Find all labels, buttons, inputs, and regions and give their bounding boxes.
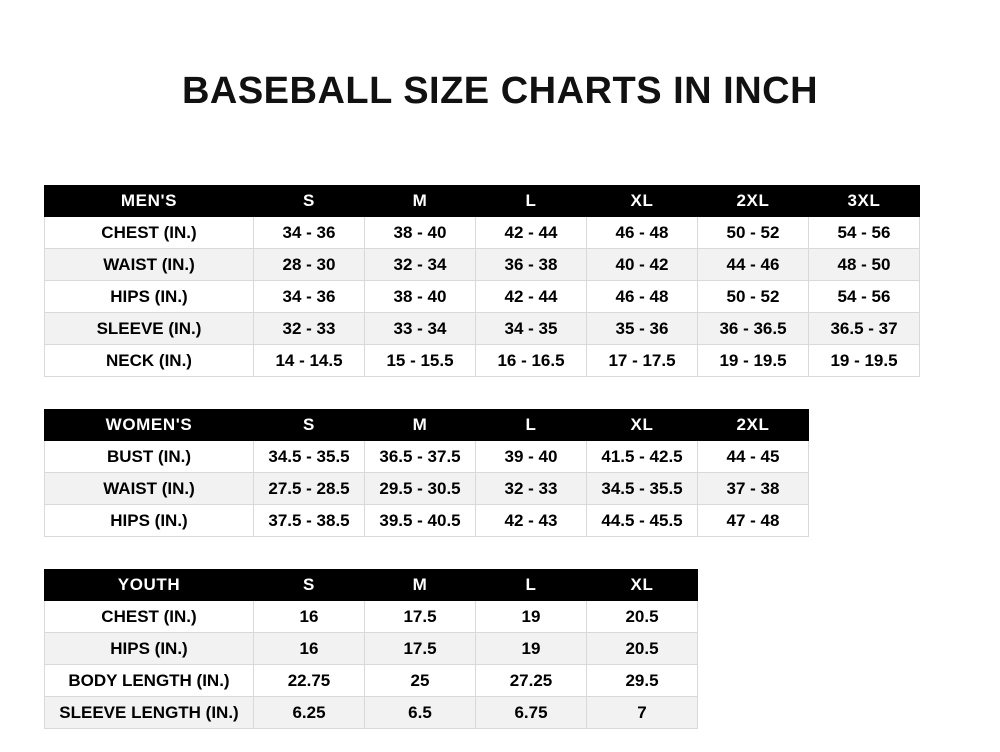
cell: 50 - 52	[698, 281, 809, 313]
table-row	[45, 665, 698, 697]
cell: 46 - 48	[587, 281, 698, 313]
cell: 50 - 52	[698, 217, 809, 249]
cell: 28 - 30	[254, 249, 365, 281]
row-label: BUST (IN.)	[45, 441, 254, 473]
cell: 38 - 40	[365, 217, 476, 249]
table-row	[45, 345, 920, 377]
cell: 34.5 - 35.5	[254, 441, 365, 473]
cell: 48 - 50	[809, 249, 920, 281]
row-label: CHEST (IN.)	[45, 217, 254, 249]
row-label: SLEEVE (IN.)	[45, 313, 254, 345]
page-title: BASEBALL SIZE CHARTS IN INCH	[181, 70, 819, 112]
table-header-row	[45, 410, 809, 441]
cell: 22.75	[254, 665, 365, 697]
table-row	[45, 633, 698, 665]
header-cell: S	[254, 186, 365, 217]
header-cell: M	[365, 570, 476, 601]
cell: 42 - 44	[476, 217, 587, 249]
cell: 34 - 36	[254, 281, 365, 313]
cell: 39.5 - 40.5	[365, 505, 476, 537]
table-row	[45, 601, 698, 633]
table-row	[45, 313, 920, 345]
cell: 25	[365, 665, 476, 697]
cell: 54 - 56	[809, 217, 920, 249]
cell: 36.5 - 37.5	[365, 441, 476, 473]
cell: 6.75	[476, 697, 587, 729]
cell: 47 - 48	[698, 505, 809, 537]
cell: 40 - 42	[587, 249, 698, 281]
cell: 14 - 14.5	[254, 345, 365, 377]
header-cell: 2XL	[698, 186, 809, 217]
row-label: BODY LENGTH (IN.)	[45, 665, 254, 697]
cell: 39 - 40	[476, 441, 587, 473]
cell: 37.5 - 38.5	[254, 505, 365, 537]
header-cell: XL	[587, 186, 698, 217]
cell: 41.5 - 42.5	[587, 441, 698, 473]
table-row	[45, 217, 920, 249]
cell: 32 - 33	[476, 473, 587, 505]
cell: 44 - 46	[698, 249, 809, 281]
cell: 38 - 40	[365, 281, 476, 313]
cell: 19 - 19.5	[809, 345, 920, 377]
table-row	[45, 697, 698, 729]
table-row	[45, 473, 809, 505]
cell: 42 - 44	[476, 281, 587, 313]
cell: 32 - 33	[254, 313, 365, 345]
row-label: SLEEVE LENGTH (IN.)	[45, 697, 254, 729]
cell: 16	[254, 601, 365, 633]
cell: 6.5	[365, 697, 476, 729]
cell: 27.5 - 28.5	[254, 473, 365, 505]
youth-size-table	[44, 569, 698, 729]
table-header-row	[45, 570, 698, 601]
size-tables-container	[44, 185, 920, 729]
header-cell: MEN'S	[45, 186, 254, 217]
header-cell: M	[365, 410, 476, 441]
cell: 36 - 38	[476, 249, 587, 281]
cell: 44 - 45	[698, 441, 809, 473]
cell: 42 - 43	[476, 505, 587, 537]
header-cell: L	[476, 410, 587, 441]
header-cell: M	[365, 186, 476, 217]
cell: 37 - 38	[698, 473, 809, 505]
header-cell: S	[254, 410, 365, 441]
table-spacer	[44, 377, 920, 409]
row-label: WAIST (IN.)	[45, 249, 254, 281]
header-cell: XL	[587, 570, 698, 601]
mens-size-table	[44, 185, 920, 377]
table-row	[45, 505, 809, 537]
cell: 16 - 16.5	[476, 345, 587, 377]
cell: 7	[587, 697, 698, 729]
cell: 32 - 34	[365, 249, 476, 281]
row-label: CHEST (IN.)	[45, 601, 254, 633]
row-label: NECK (IN.)	[45, 345, 254, 377]
cell: 46 - 48	[587, 217, 698, 249]
cell: 19	[476, 601, 587, 633]
cell: 6.25	[254, 697, 365, 729]
header-cell: WOMEN'S	[45, 410, 254, 441]
cell: 34.5 - 35.5	[587, 473, 698, 505]
cell: 34 - 35	[476, 313, 587, 345]
cell: 44.5 - 45.5	[587, 505, 698, 537]
cell: 17.5	[365, 633, 476, 665]
cell: 36.5 - 37	[809, 313, 920, 345]
header-cell: 3XL	[809, 186, 920, 217]
cell: 35 - 36	[587, 313, 698, 345]
row-label: WAIST (IN.)	[45, 473, 254, 505]
header-cell: XL	[587, 410, 698, 441]
cell: 17 - 17.5	[587, 345, 698, 377]
cell: 16	[254, 633, 365, 665]
table-row	[45, 281, 920, 313]
table-header-row	[45, 186, 920, 217]
cell: 17.5	[365, 601, 476, 633]
cell: 19 - 19.5	[698, 345, 809, 377]
cell: 36 - 36.5	[698, 313, 809, 345]
cell: 15 - 15.5	[365, 345, 476, 377]
table-spacer	[44, 537, 920, 569]
cell: 34 - 36	[254, 217, 365, 249]
header-cell: L	[476, 570, 587, 601]
cell: 19	[476, 633, 587, 665]
table-row	[45, 441, 809, 473]
row-label: HIPS (IN.)	[45, 633, 254, 665]
cell: 54 - 56	[809, 281, 920, 313]
row-label: HIPS (IN.)	[45, 505, 254, 537]
header-cell: 2XL	[698, 410, 809, 441]
header-cell: YOUTH	[45, 570, 254, 601]
cell: 27.25	[476, 665, 587, 697]
cell: 29.5	[587, 665, 698, 697]
cell: 20.5	[587, 633, 698, 665]
header-cell: L	[476, 186, 587, 217]
table-row	[45, 249, 920, 281]
cell: 29.5 - 30.5	[365, 473, 476, 505]
row-label: HIPS (IN.)	[45, 281, 254, 313]
womens-size-table	[44, 409, 809, 537]
cell: 20.5	[587, 601, 698, 633]
header-cell: S	[254, 570, 365, 601]
cell: 33 - 34	[365, 313, 476, 345]
